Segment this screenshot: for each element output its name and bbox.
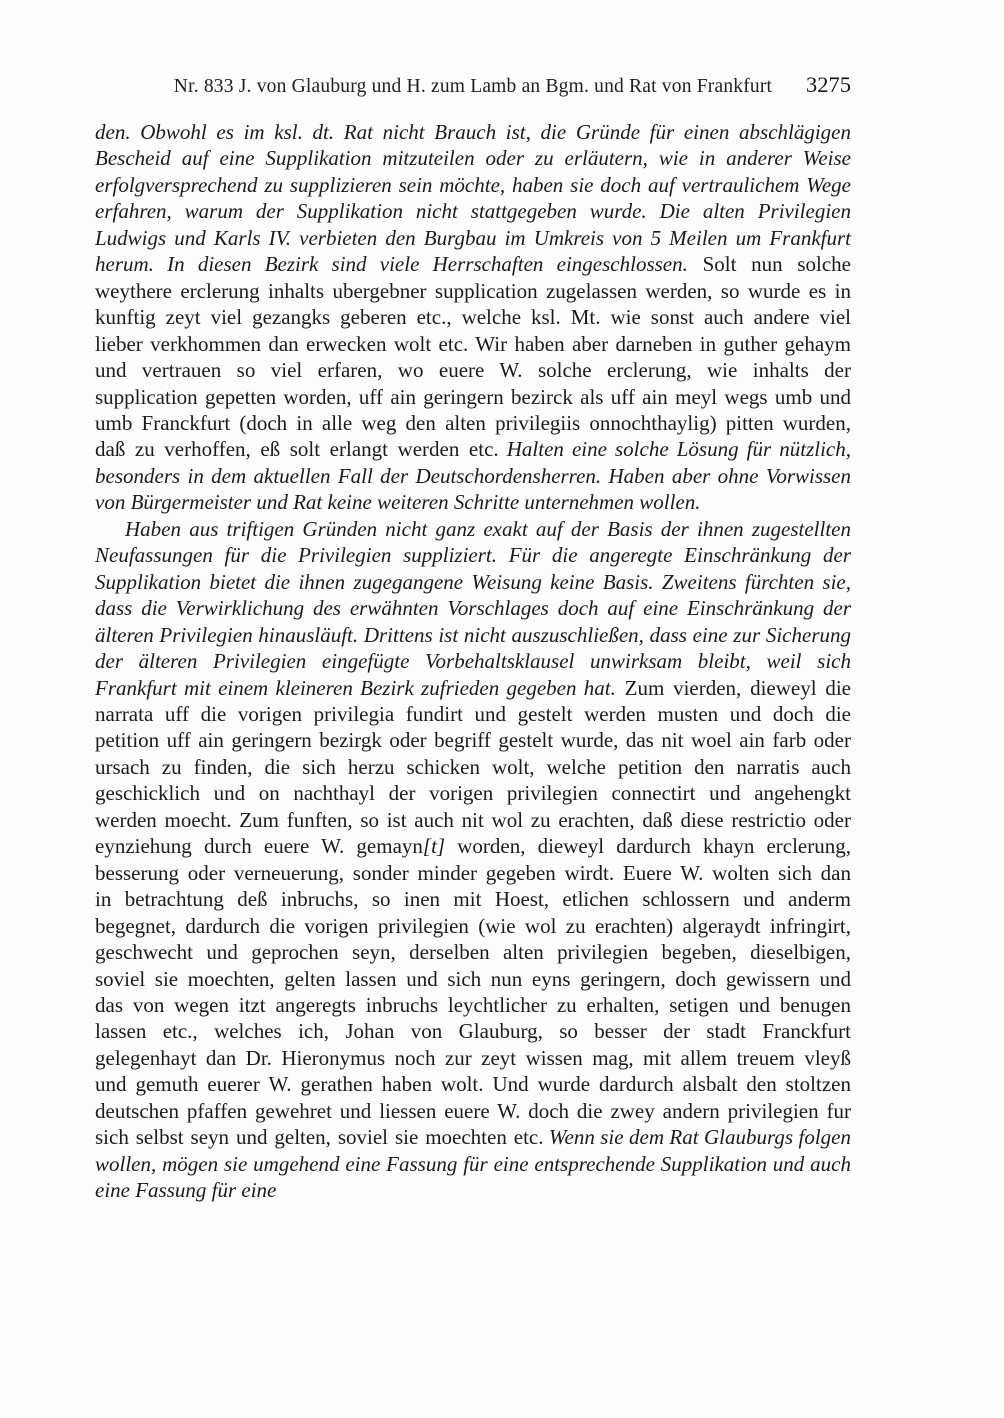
text-segment-italic: Halten eine solche Lösung für nützlich, besonders in dem aktuellen Fall der Deutschordensherren. Haben aber ohne Vorwissen von Bürgermeister und Rat keine weiteren Schritte unternehmen wollen.	[95, 437, 851, 515]
document-body	[95, 119, 851, 1204]
text-segment-roman: Solt nun solche weythere erclerung inhalts ubergebner supplication zugelassen werden, so wurde es in kunftig zeyt viel gezangks geberen etc., welche ksl. Mt. wie sonst auch andere viel lieber verkhommen dan erwecken wolt etc. Wir haben aber darneben in guther gehaym und vertrauen so viel erfaren, wo euere W. solche erclerung, wie inhalts der supplication gepetten worden, uff ain geringern bezirck als uff ain meyl wegs umb und umb Franckfurt (doch in alle weg den alten privilegiis onnochthaylig) pitten wurden, daß zu verhoffen, eß solt erlangt werden etc.	[95, 252, 851, 462]
running-head: Nr. 833 J. von Glauburg und H. zum Lamb an Bgm. und Rat von Frankfurt	[173, 76, 773, 97]
text-segment-italic: Haben aus triftigen Gründen nicht ganz exakt auf der Basis der ihnen zugestellten Neufassungen für die Privilegien suppliziert. Für die angeregte Einschränkung der Supplikation bietet die ihnen zugegangene Weisung keine Basis. Zweitens fürchten sie, dass die Verwirklichung des erwähnten Vorschlages doch auf eine Einschränkung der älteren Privilegien hinausläuft. Drittens ist nicht auszuschließen, dass eine zur Sicherung der älteren Privilegien eingefügte Vorbehaltsklausel unwirksam bleibt, weil sich Frankfurt mit einem kleineren Bezirk zufrieden gegeben hat.	[95, 516, 851, 700]
paragraph	[95, 119, 851, 516]
paragraph	[95, 516, 851, 1204]
text-segment-italic: [t]	[422, 834, 446, 859]
text-segment-roman: Zum vierden, dieweyl die narrata uff die vorigen privilegia fundirt und gestelt werden musten und doch die petition uff ain geringern bezirgk oder begriff gestelt wurde, das nit woel ain farb oder ursach zu finden, die sich herzu schicken wolt, welche petition den narratis auch geschicklich und on nachthayl der vorigen privilegien connectirt und angehengkt werden moecht. Zum funften, so ist auch nit wol zu erachten, daß diese restrictio oder eynziehung durch euere W. gemayn	[95, 675, 851, 859]
text-segment-italic: den. Obwohl es im ksl. dt. Rat nicht Brauch ist, die Gründe für einen abschlägigen Bescheid auf eine Supplikation mitzuteilen oder zu erläutern, wie in anderer Weise erfolgversprechend zu supplizieren sein möchte, haben sie doch auf vertraulichem Wege erfahren, warum der Supplikation nicht stattgegeben wurde. Die alten Privilegien Ludwigs und Karls IV. verbieten den Burgbau im Umkreis von 5 Meilen um Frankfurt herum. In diesen Bezirk sind viele Herrschaften eingeschlossen.	[95, 120, 851, 277]
text-segment-italic: Wenn sie dem Rat Glauburgs folgen wollen, mögen sie umgehend eine Fassung für eine entsprechende Supplikation und auch eine Fassung für eine	[95, 1125, 851, 1203]
text-segment-roman: worden, dieweyl dardurch khayn erclerung, besserung oder verneuerung, sonder minder gegeben wirdt. Euere W. wolten sich dan in betrachtung deß inbruchs, so inen mit Hoest, etlichen schlossern und anderm begegnet, dardurch die vorigen privilegien (wie wol zu erachten) algeraydt infringirt, geschwecht und geprochen seyn, derselben alten privilegien begeben, dieselbigen, soviel sie moechten, gelten lassen und sich nun eyns geringern, doch gewissern und das von wegen itzt angeregts inbruchs leychtlicher zu erhalten, setigen und benugen lassen etc., welches ich, Johan von Glauburg, so besser der stadt Franckfurt gelegenhayt dan Dr. Hieronymus noch zur zeyt wissen mag, mit allem treuem vleyß und gemuth euerer W. gerathen haben wolt. Und wurde dardurch alsbalt den stoltzen deutschen pfaffen gewehret und liessen euere W. doch die zwey andern privilegien fur sich selbst seyn und gelten, soviel sie moechten etc.	[95, 834, 851, 1150]
page-number: 3275	[806, 72, 851, 97]
page-header	[95, 72, 851, 106]
